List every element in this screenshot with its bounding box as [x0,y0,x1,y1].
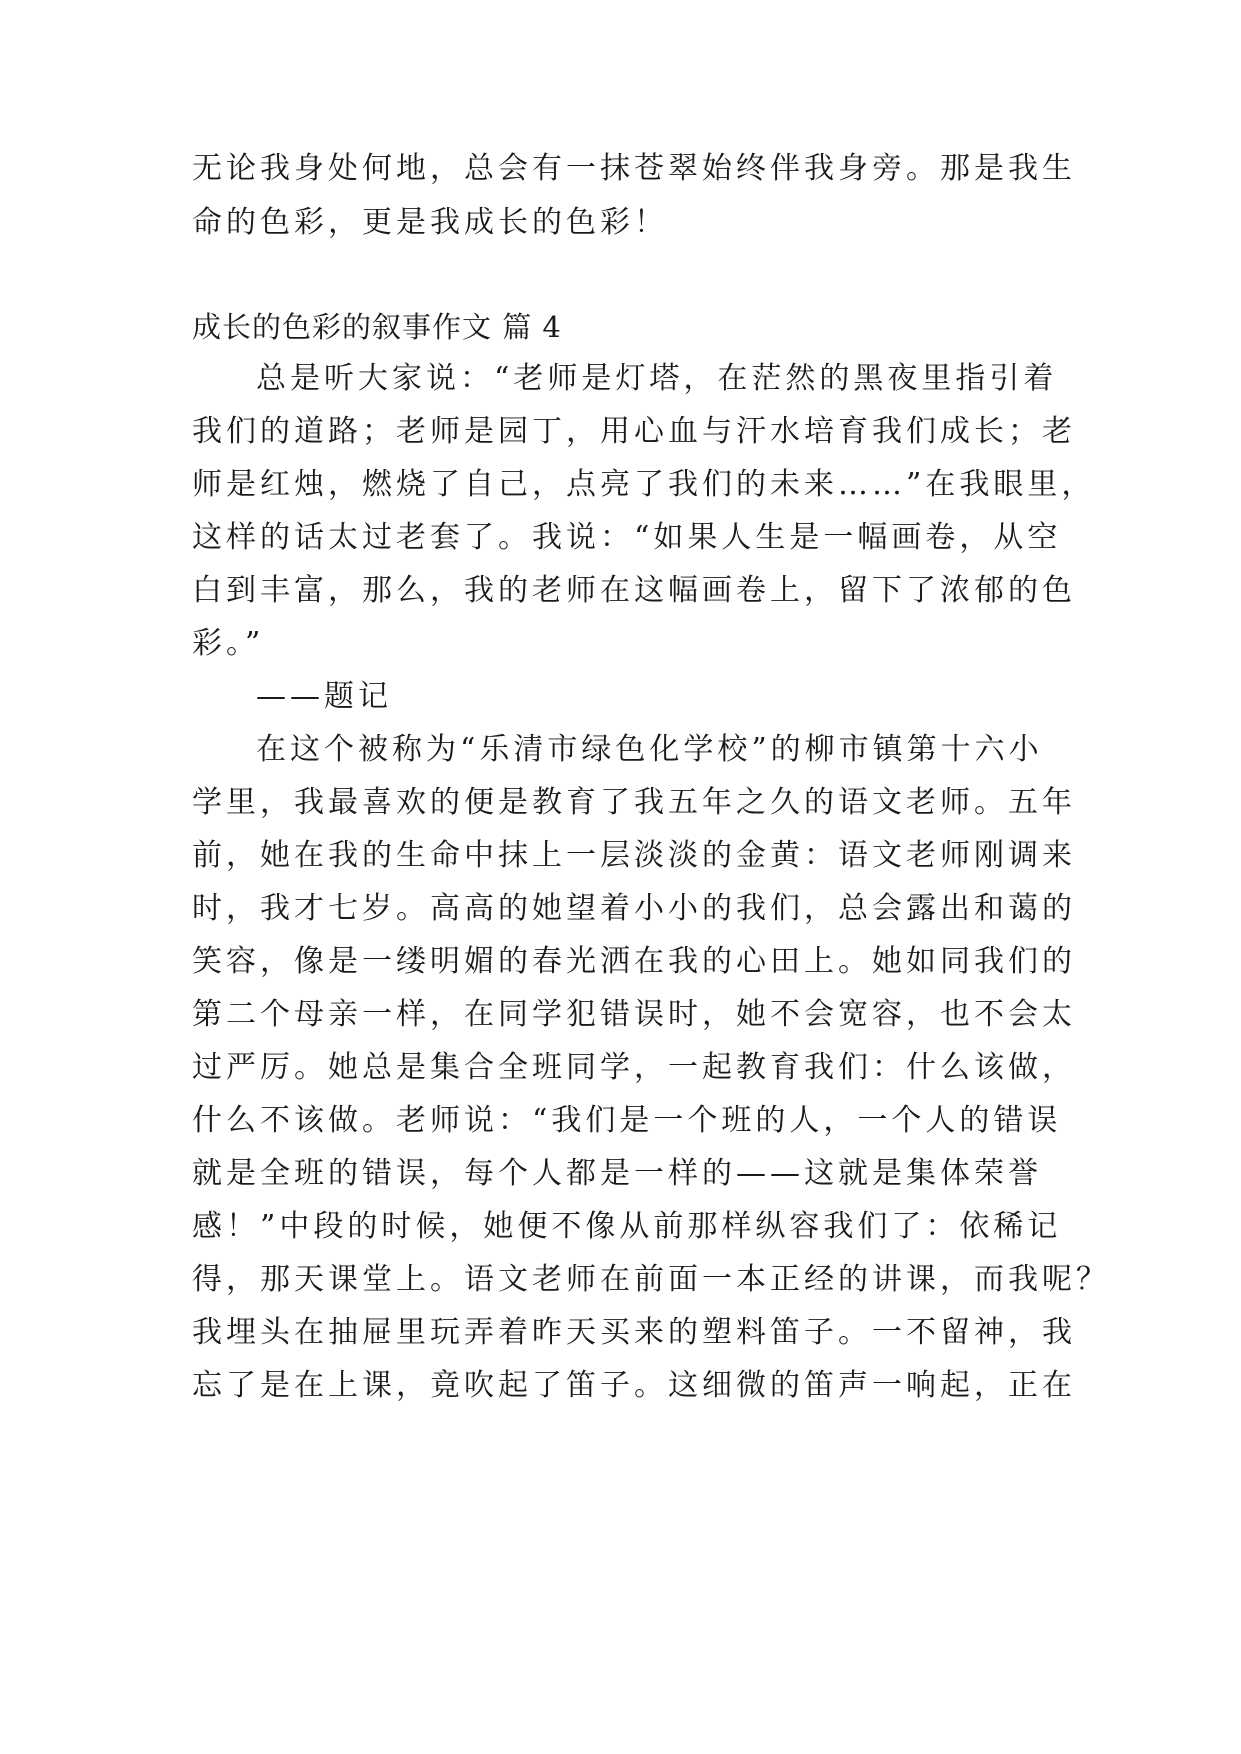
paragraph-line: 这样的话太过老套了。我说：“如果人生是一幅画卷，从空 [192,520,1062,555]
paragraph-line: 过严厉。她总是集合全班同学，一起教育我们：什么该做， [192,1050,1076,1085]
paragraph-line: 学里，我最喜欢的便是教育了我五年之久的语文老师。五年 [192,785,1076,820]
paragraph-line: 得，那天课堂上。语文老师在前面一本正经的讲课，而我呢？ [192,1262,1110,1297]
intro-line: 命的色彩，更是我成长的色彩！ [192,205,668,240]
section-title: 成长的色彩的叙事作文 篇 4 [192,310,562,344]
paragraph-line: 师是红烛，燃烧了自己，点亮了我们的未来……”在我眼里， [192,467,1096,502]
paragraph-line: 白到丰富，那么，我的老师在这幅画卷上，留下了浓郁的色 [192,573,1076,608]
paragraph-line: 感！”中段的时候，她便不像从前那样纵容我们了：依稀记 [192,1209,1062,1244]
paragraph-line: 忘了是在上课，竟吹起了笛子。这细微的笛声一响起，正在 [192,1368,1076,1403]
paragraph-line: 就是全班的错误，每个人都是一样的——这就是集体荣誉 [192,1156,1042,1191]
signature: ——题记 [256,679,392,714]
paragraph-line: 我们的道路；老师是园丁，用心血与汗水培育我们成长；老 [192,414,1076,449]
paragraph-line: 时，我才七岁。高高的她望着小小的我们，总会露出和蔼的 [192,891,1076,926]
paragraph-line: 第二个母亲一样，在同学犯错误时，她不会宽容，也不会太 [192,997,1076,1032]
paragraph-line: 总是听大家说：“老师是灯塔，在茫然的黑夜里指引着 [256,361,1058,396]
paragraph-line: 笑容，像是一缕明媚的春光洒在我的心田上。她如同我们的 [192,944,1076,979]
paragraph-line: 前，她在我的生命中抹上一层淡淡的金黄：语文老师刚调来 [192,838,1076,873]
paragraph-line: 在这个被称为“乐清市绿色化学校”的柳市镇第十六小 [256,732,1043,767]
paragraph-line: 什么不该做。老师说：“我们是一个班的人，一个人的错误 [192,1103,1062,1138]
intro-line: 无论我身处何地，总会有一抹苍翠始终伴我身旁。那是我生 [192,151,1076,186]
paragraph-line: 彩。” [192,626,265,661]
paragraph-line: 我埋头在抽屉里玩弄着昨天买来的塑料笛子。一不留神，我 [192,1315,1076,1350]
